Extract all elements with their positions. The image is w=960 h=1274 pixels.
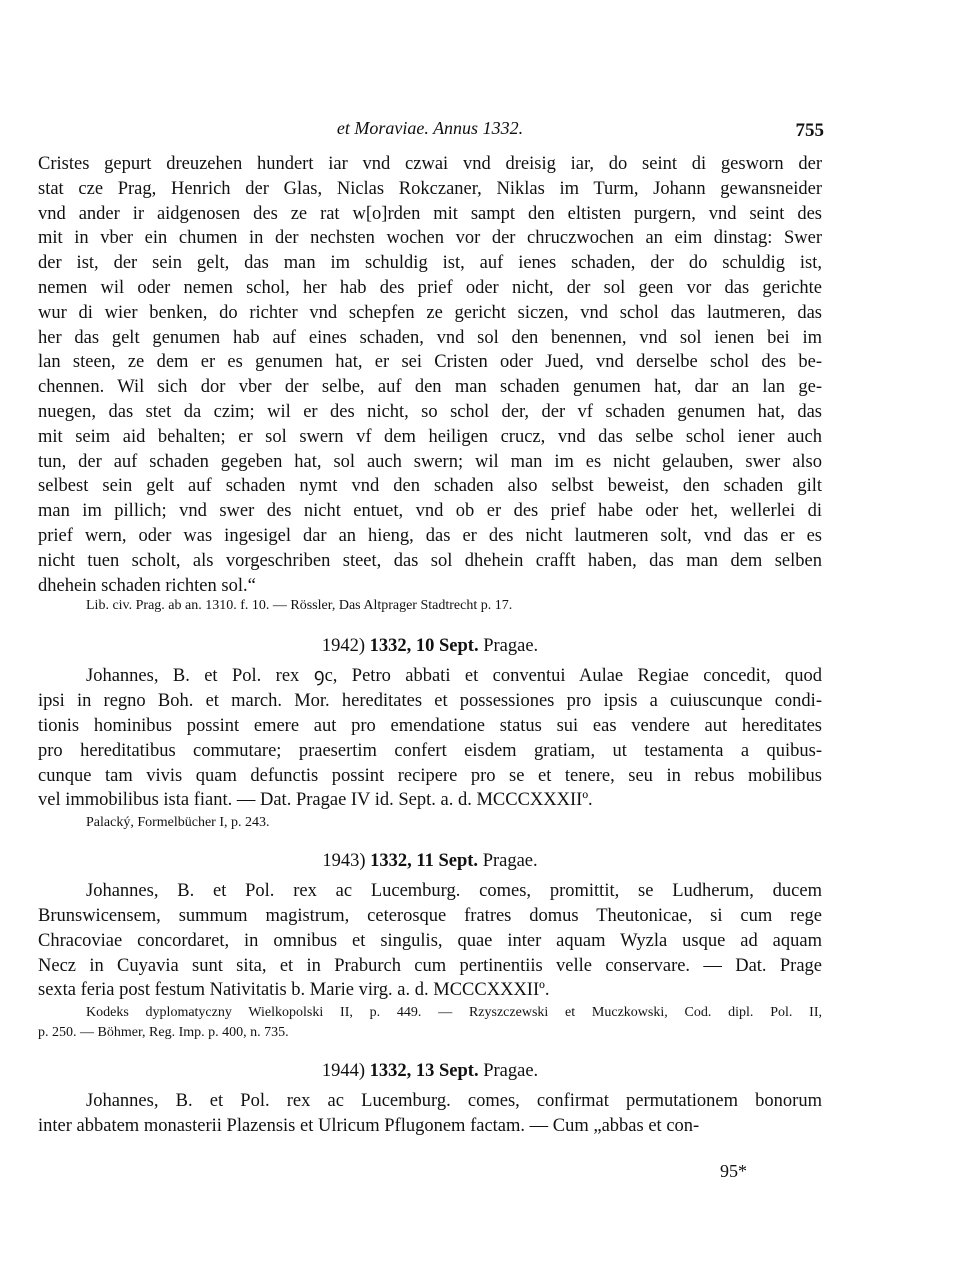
- body-text: [38, 152, 822, 1139]
- text-line: cunque tam vivis quam defunctis possint recipere pro se et tenere, seu in rebus mobilibus: [38, 765, 822, 786]
- source-note-line: p. 250. — Böhmer, Reg. Imp. p. 400, n. 735.: [38, 1025, 289, 1041]
- text-line: Chracoviae concordaret, in omnibus et singulis, quae inter aquam Wyzla usque ad aquam: [38, 930, 822, 951]
- entry-place: Pragae.: [482, 851, 538, 872]
- text-line: mit in vber ein chumen in der nechsten wochen vor der chruczwochen an eim dinstag: Swer: [38, 228, 822, 249]
- text-line: Necz in Cuyavia sunt sita, et in Praburch cum pertinentiis velle conservare. — Dat. Prage: [38, 955, 822, 976]
- signature-mark: 95*: [720, 1161, 747, 1181]
- entry-heading: [38, 1057, 822, 1085]
- entry-number: 1942): [321, 636, 365, 657]
- text-line: vnd ander ir aidgenosen des ze rat w[o]rden mit sampt den eltisten purgern, vnd seint des: [38, 203, 822, 224]
- text-line: Johannes, B. et Pol. rex ac Lucemburg. comes, confirmat permutationem bonorum: [86, 1091, 822, 1112]
- text-line: der ist, der sein gelt, das man im schuldig ist, auf ienes schaden, der do schuldig ist,: [38, 253, 822, 274]
- entry-date: 1332, 13 Sept.: [369, 1061, 479, 1082]
- entry-number: 1943): [322, 851, 366, 872]
- entry-date: 1332, 11 Sept.: [370, 851, 479, 872]
- text-line: prief wern, oder was ingesigel dar an hieng, das er des nicht lautmeren solt, vnd das er es: [38, 525, 822, 546]
- page-header: [38, 118, 822, 144]
- text-line: pro hereditatibus commutare; praesertim confert eisdem gratiam, ut testamenta a quibus-: [38, 740, 822, 761]
- text-line: vel immobilibus ista fiant. — Dat. Pragae IV id. Sept. a. d. MCCCXXXIIº.: [38, 790, 593, 811]
- running-title: et Moraviae. Annus 1332.: [336, 118, 524, 138]
- text-line: tun, der auf schaden gegeben hat, sol auch swern; wil man im es nicht gelauben, swer also: [38, 451, 822, 472]
- page-number: 755: [795, 120, 824, 141]
- text-line: man im pillich; vnd swer des nicht entuet, vnd ob er des prief habe oder het, wellerlei di: [38, 501, 822, 522]
- text-line: inter abbatem monasterii Plazensis et Ulricum Pflugonem factam. — Cum „abbas et con-: [38, 1115, 700, 1136]
- entry-place: Pragae.: [483, 636, 539, 657]
- source-note: [38, 813, 822, 833]
- source-note: [38, 1003, 822, 1043]
- entry-number: 1944): [321, 1061, 365, 1082]
- entry-text: [38, 664, 822, 813]
- text-line: nicht tuen scholt, als vorgeschriben steet, das sol dhehein crafft haben, das man dem selben: [38, 550, 822, 571]
- entry-text: [38, 1089, 822, 1139]
- text-line: sexta feria post festum Nativitatis b. Marie virg. a. d. MCCCXXXIIº.: [38, 980, 550, 1001]
- source-note: [38, 596, 822, 616]
- source-note-line: Palacký, Formelbücher I, p. 243.: [86, 815, 270, 831]
- text-line: Brunswicensem, summum magistrum, ceterosque fratres domus Theutonicae, si cum rege: [38, 905, 822, 926]
- text-line: tionis hominibus possint emere aut pro emendatione status sui eas vendere aut hereditates: [38, 715, 822, 736]
- text-line: mit seim aid behalten; er sol swern vf dem heiligen crucz, vnd das selbe schol iener auch: [38, 426, 822, 447]
- text-line: wur di wier benken, do richter vnd schepfen ze gericht siczen, vnd schol das lautmeren, das: [38, 302, 822, 323]
- text-line: lan steen, ze dem er es genumen hat, er sei Cristen oder Jued, vnd derselbe schol des be-: [38, 352, 822, 373]
- text-line: nemen wil oder nemen schol, her hab des prief oder nicht, der sol geen vor das gerichte: [38, 277, 822, 298]
- entry-heading: [38, 632, 822, 660]
- entry-place: Pragae.: [483, 1061, 539, 1082]
- text-line: nuegen, das stet da czim; wil er des nicht, so schol der, der vf schaden genumen hat, das: [38, 401, 822, 422]
- text-line: chennen. Wil sich dor vber der selbe, auf den man schaden genumen hat, dar an lan ge-: [38, 377, 822, 398]
- text-line: Johannes, B. et Pol. rex ac Lucemburg. comes, promittit, se Ludherum, ducem: [86, 881, 822, 902]
- entry-date: 1332, 10 Sept.: [369, 636, 479, 657]
- text-line: selbest sein gelt auf schaden nymt vnd den schaden also selbst beweist, den schaden gilt: [38, 476, 822, 497]
- text-line: Johannes, B. et Pol. rex ꝯc, Petro abbati et conventui Aulae Regiae concedit, quod: [86, 666, 822, 687]
- entry-text: [38, 879, 822, 1003]
- text-line: Cristes gepurt dreuzehen hundert iar vnd czwai vnd dreisig iar, do seint di gesworn der: [38, 154, 822, 174]
- source-note-line: Kodeks dyplomatyczny Wielkopolski II, p. 449. — Rzyszczewski et Muczkowski, Cod. dipl. Pol. II,: [86, 1005, 822, 1021]
- text-line: her das gelt genumen hab auf eines schaden, vnd sol den benennen, vnd sol ienen bei im: [38, 327, 822, 348]
- text-line: dhehein schaden richten sol.“: [38, 575, 256, 596]
- text-line: stat cze Prag, Henrich der Glas, Niclas Rokczaner, Niklas im Turm, Johann gewansneider: [38, 178, 822, 199]
- text-line: ipsi in regno Boh. et march. Mor. hereditates et possessiones pro ipsis a cuiuscunque condi-: [38, 691, 822, 712]
- entry-heading: [38, 847, 822, 875]
- source-note-line: Lib. civ. Prag. ab an. 1310. f. 10. — Rössler, Das Altprager Stadtrecht p. 17.: [86, 598, 513, 614]
